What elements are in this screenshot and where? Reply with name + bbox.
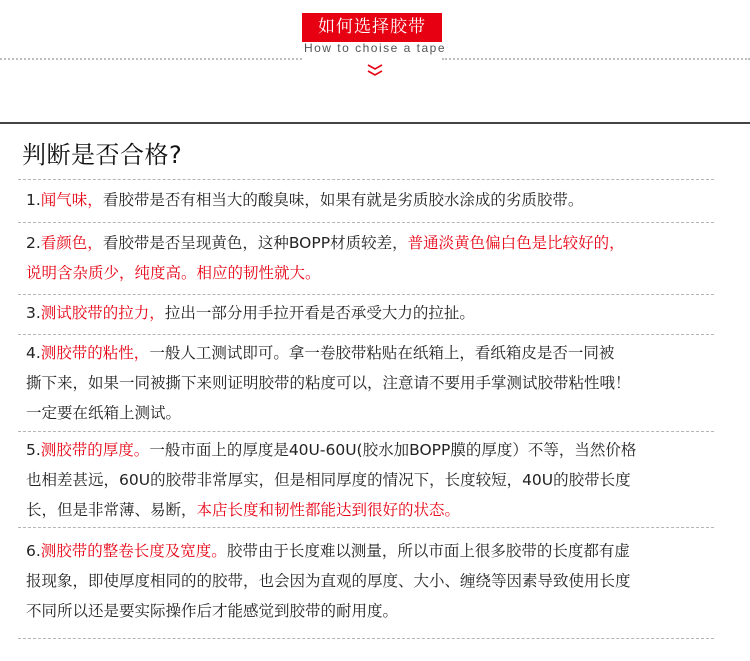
highlight-text: 测胶带的厚度。 xyxy=(40,441,150,459)
body-text: 看胶带是否呈现黄色，这种BOPP材质较差， xyxy=(102,234,408,252)
highlight-text: 本店长度和韧性都能达到很好的状态。 xyxy=(196,501,461,519)
dotted-rule-left xyxy=(0,58,302,60)
divider xyxy=(18,638,714,639)
header xyxy=(0,0,750,96)
tip-line xyxy=(26,185,726,215)
tip-line xyxy=(26,398,726,428)
body-text: 一般人工测试即可。拿一卷胶带粘贴在纸箱上，看纸箱皮是否一同被 xyxy=(149,344,615,362)
divider xyxy=(18,527,714,528)
tip-line xyxy=(26,536,726,566)
tip-item xyxy=(26,298,726,328)
body-text: 报现象，即使厚度相同的的胶带，也会因为直观的厚度、大小、缠绕等因素导致使用长度 xyxy=(26,572,631,590)
tip-line xyxy=(26,596,726,626)
body-text: 5. xyxy=(26,441,41,459)
tip-line xyxy=(26,435,726,465)
tip-line xyxy=(26,338,726,368)
content-panel xyxy=(0,122,750,661)
highlight-text: 看颜色， xyxy=(40,234,103,252)
divider xyxy=(18,294,714,295)
body-text: 4. xyxy=(26,344,41,362)
tip-line xyxy=(26,258,726,288)
tip-line xyxy=(26,228,726,258)
body-text: 拉出一部分用手拉开看是否承受大力的拉扯。 xyxy=(164,304,475,322)
panel-title: 判断是否合格? xyxy=(22,141,183,169)
body-text: 一般市面上的厚度是40U-60U(胶水加BOPP膜的厚度）不等，当然价格 xyxy=(149,441,637,459)
tip-line xyxy=(26,465,726,495)
highlight-text: 普通淡黄色偏白色是比较好的， xyxy=(407,234,625,252)
body-text: 长，但是非常薄、易断， xyxy=(26,501,197,519)
section-badge: 如何选择胶带 xyxy=(302,13,442,42)
highlight-text: 测试胶带的拉力， xyxy=(40,304,165,322)
tip-item xyxy=(26,536,726,626)
highlight-text: 说明含杂质少，纯度高。相应的韧性就大。 xyxy=(26,264,321,282)
body-text: 也相差甚远，60U的胶带非常厚实，但是相同厚度的情况下，长度较短，40U的胶带长度 xyxy=(26,471,631,489)
highlight-text: 测胶带的整卷长度及宽度。 xyxy=(40,542,227,560)
double-chevron-down-icon xyxy=(366,62,384,78)
body-text: 胶带由于长度难以测量，所以市面上很多胶带的长度都有虚 xyxy=(226,542,630,560)
tip-item xyxy=(26,185,726,215)
highlight-text: 测胶带的粘性， xyxy=(40,344,150,362)
tip-item xyxy=(26,435,726,525)
body-text: 看胶带是否有相当大的酸臭味，如果有就是劣质胶水涂成的劣质胶带。 xyxy=(102,191,584,209)
tip-line xyxy=(26,298,726,328)
tip-item xyxy=(26,228,726,288)
section-subtitle: How to choise a tape xyxy=(303,41,447,55)
body-text: 6. xyxy=(26,542,41,560)
highlight-text: 闻气味， xyxy=(40,191,103,209)
divider xyxy=(18,222,714,223)
dotted-rule-right xyxy=(442,58,750,60)
body-text: 撕下来，如果一同被撕下来则证明胶带的粘度可以，注意请不要用手掌测试胶带粘性哦！ xyxy=(26,374,631,392)
body-text: 1. xyxy=(26,191,41,209)
body-text: 不同所以还是要实际操作后才能感觉到胶带的耐用度。 xyxy=(26,602,399,620)
tip-item xyxy=(26,338,726,428)
divider xyxy=(18,179,714,180)
divider xyxy=(18,431,714,432)
body-text: 一定要在纸箱上测试。 xyxy=(26,404,182,422)
tip-line xyxy=(26,495,726,525)
divider xyxy=(18,334,714,335)
tip-line xyxy=(26,368,726,398)
body-text: 2. xyxy=(26,234,41,252)
body-text: 3. xyxy=(26,304,41,322)
tip-line xyxy=(26,566,726,596)
